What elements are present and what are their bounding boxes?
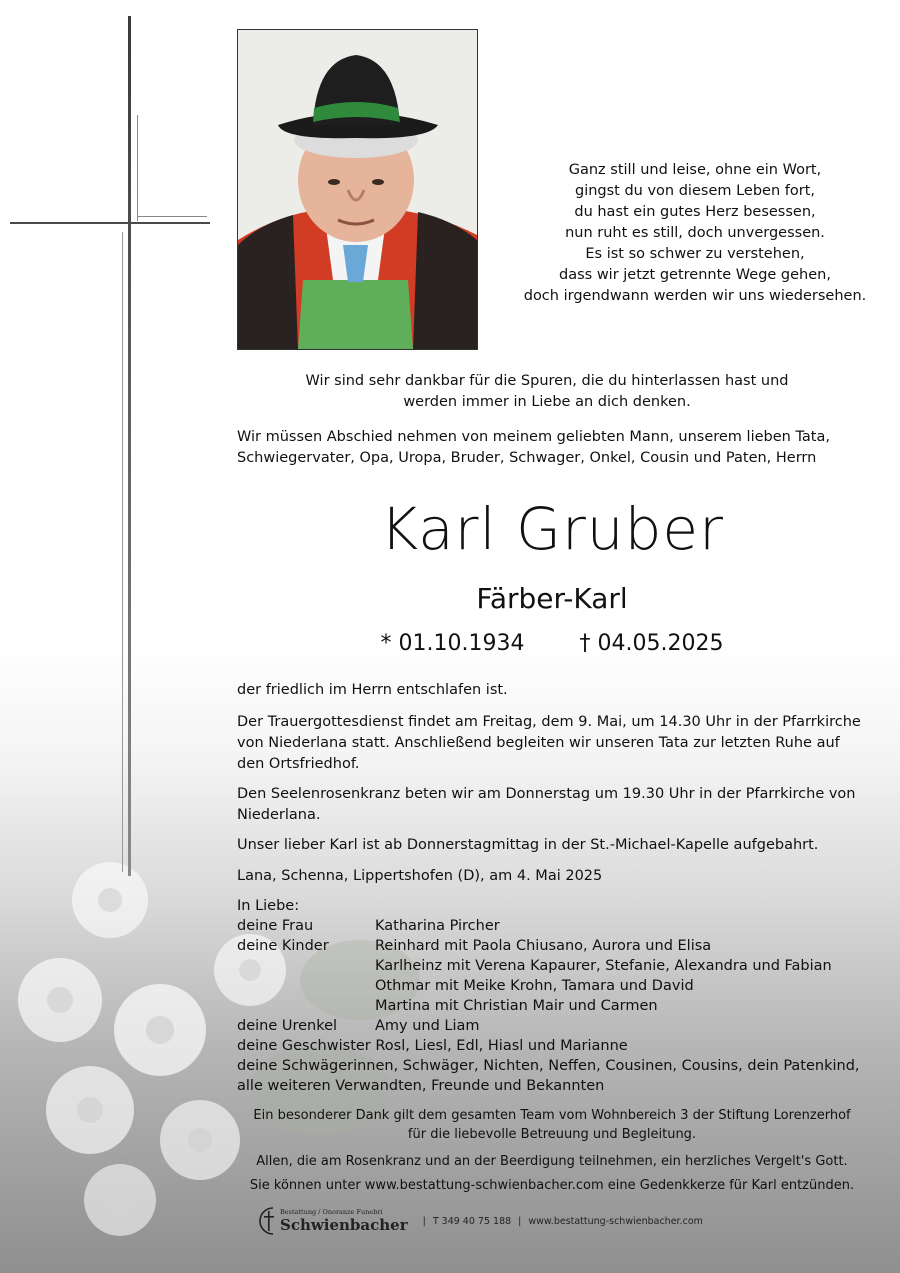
relation-label <box>237 956 375 976</box>
death-date: † 04.05.2025 <box>579 631 724 656</box>
footer-divider: | <box>518 1215 522 1227</box>
relation-label: deine Frau <box>237 918 314 934</box>
cross-accent-line <box>137 115 138 221</box>
brand-name: Schwienbacher <box>280 1216 408 1234</box>
intro-line: Wir müssen Abschied nehmen von meinem geliebten Mann, unserem lieben Tata, <box>237 429 830 445</box>
thanks-line: Wir sind sehr dankbar für die Spuren, die du hinterlassen hast und <box>305 373 789 389</box>
relatives-in-laws: deine Schwägerinnen, Schwäger, Nichten, Neffen, Cousinen, Cousins, dein Patenkind, <box>237 1058 860 1074</box>
relatives-others: alle weiteren Verwandten, Freunde und Bekannten <box>237 1078 605 1094</box>
relative-row <box>237 976 877 996</box>
poem-line: dass wir jetzt getrennte Wege gehen, <box>559 267 831 283</box>
footer-phone: T 349 40 75 188 <box>432 1215 512 1227</box>
relative-row <box>237 996 877 1016</box>
relative-row <box>237 1016 877 1036</box>
relation-names: Reinhard mit Paola Chiusano, Aurora und Elisa <box>375 938 712 954</box>
relative-row <box>237 916 877 936</box>
poem-line: Ganz still und leise, ohne ein Wort, <box>568 162 822 178</box>
poem-line: doch irgendwann werden wir uns wiedersehen. <box>523 288 867 304</box>
relation-label <box>237 976 375 996</box>
nickname: Färber-Karl <box>476 582 628 615</box>
footer-divider: | <box>422 1215 426 1227</box>
cross-accent-line <box>122 232 123 872</box>
relative-row <box>237 936 877 956</box>
footer-website[interactable]: www.bestattung-schwienbacher.com <box>528 1215 703 1227</box>
poem-line: gingst du von diesem Leben fort, <box>575 183 815 199</box>
relation-label <box>237 996 375 1016</box>
paragraph-rosary: Den Seelenrosenkranz beten wir am Donnerstag um 19.30 Uhr in der Pfarrkirche von Niederlana. <box>237 786 856 823</box>
poem-line: Es ist so schwer zu verstehen, <box>585 246 805 262</box>
relation-label: deine Urenkel <box>237 1018 338 1034</box>
thanks-line: werden immer in Liebe an dich denken. <box>403 394 691 410</box>
funeral-home-logo <box>258 1206 408 1236</box>
relatives-list <box>237 896 877 1096</box>
special-thanks-line: für die liebevolle Betreuung und Begleitung. <box>407 1127 697 1142</box>
portrait-photo <box>237 29 478 350</box>
vergelts-gott: Allen, die am Rosenkranz und an der Beerdigung teilnehmen, ein herzliches Vergelt's Gott. <box>256 1154 848 1169</box>
paragraph-funeral-service: Der Trauergottesdienst findet am Freitag, dem 9. Mai, um 14.30 Uhr in der Pfarrkirche von Niederlana statt. Anschließend begleiten wir unseren Tata zur letzten Ruhe auf den Ortsfriedhof. <box>237 714 861 772</box>
relation-names: Othmar mit Meike Krohn, Tamara und David <box>375 978 694 994</box>
birth-date: * 01.10.1934 <box>380 631 525 656</box>
paragraph-laying-out: Unser lieber Karl ist ab Donnerstagmittag in der St.-Michael-Kapelle aufgebahrt. <box>237 837 819 853</box>
paragraph-place-date: Lana, Schenna, Lippertshofen (D), am 4. Mai 2025 <box>237 868 603 884</box>
intro-text <box>237 427 867 469</box>
cross-accent-line <box>137 216 207 217</box>
special-thanks-line: Ein besonderer Dank gilt dem gesamten Team vom Wohnbereich 3 der Stiftung Lorenzerhof <box>253 1108 851 1123</box>
relative-row <box>237 956 877 976</box>
cross-horizontal-line <box>10 222 210 224</box>
cross-vertical-line <box>128 16 131 876</box>
special-thanks <box>237 1106 867 1144</box>
relation-names: Martina mit Christian Mair und Carmen <box>375 998 658 1014</box>
relation-names: Katharina Pircher <box>375 918 500 934</box>
brand <box>280 1208 408 1234</box>
relatives-heading: In Liebe: <box>237 898 300 914</box>
intro-line: Schwiegervater, Opa, Uropa, Bruder, Schwager, Onkel, Cousin und Paten, Herrn <box>237 450 817 466</box>
poem-line: du hast ein gutes Herz besessen, <box>574 204 816 220</box>
paragraph: der friedlich im Herrn entschlafen ist. <box>237 682 508 698</box>
relation-names: Karlheinz mit Verena Kapaurer, Stefanie, Alexandra und Fabian <box>375 958 832 974</box>
poem <box>490 160 900 307</box>
funeral-home-footer <box>258 1206 703 1236</box>
relation-label: deine Kinder <box>237 938 329 954</box>
relation-names: Amy und Liam <box>375 1018 480 1034</box>
thanks-text <box>237 371 857 413</box>
brand-tagline: Bestattung / Onoranze Funebri <box>280 1208 383 1216</box>
cross-logo-icon <box>258 1206 280 1236</box>
poem-line: nun ruht es still, doch unvergessen. <box>565 225 825 241</box>
memorial-candle-note: Sie können unter www.bestattung-schwienbacher.com eine Gedenkkerze für Karl entzünden. <box>249 1178 855 1193</box>
relatives-siblings: deine Geschwister Rosl, Liesl, Edl, Hiasl und Marianne <box>237 1038 628 1054</box>
deceased-name: Karl Gruber <box>380 495 724 563</box>
life-dates <box>237 631 867 656</box>
